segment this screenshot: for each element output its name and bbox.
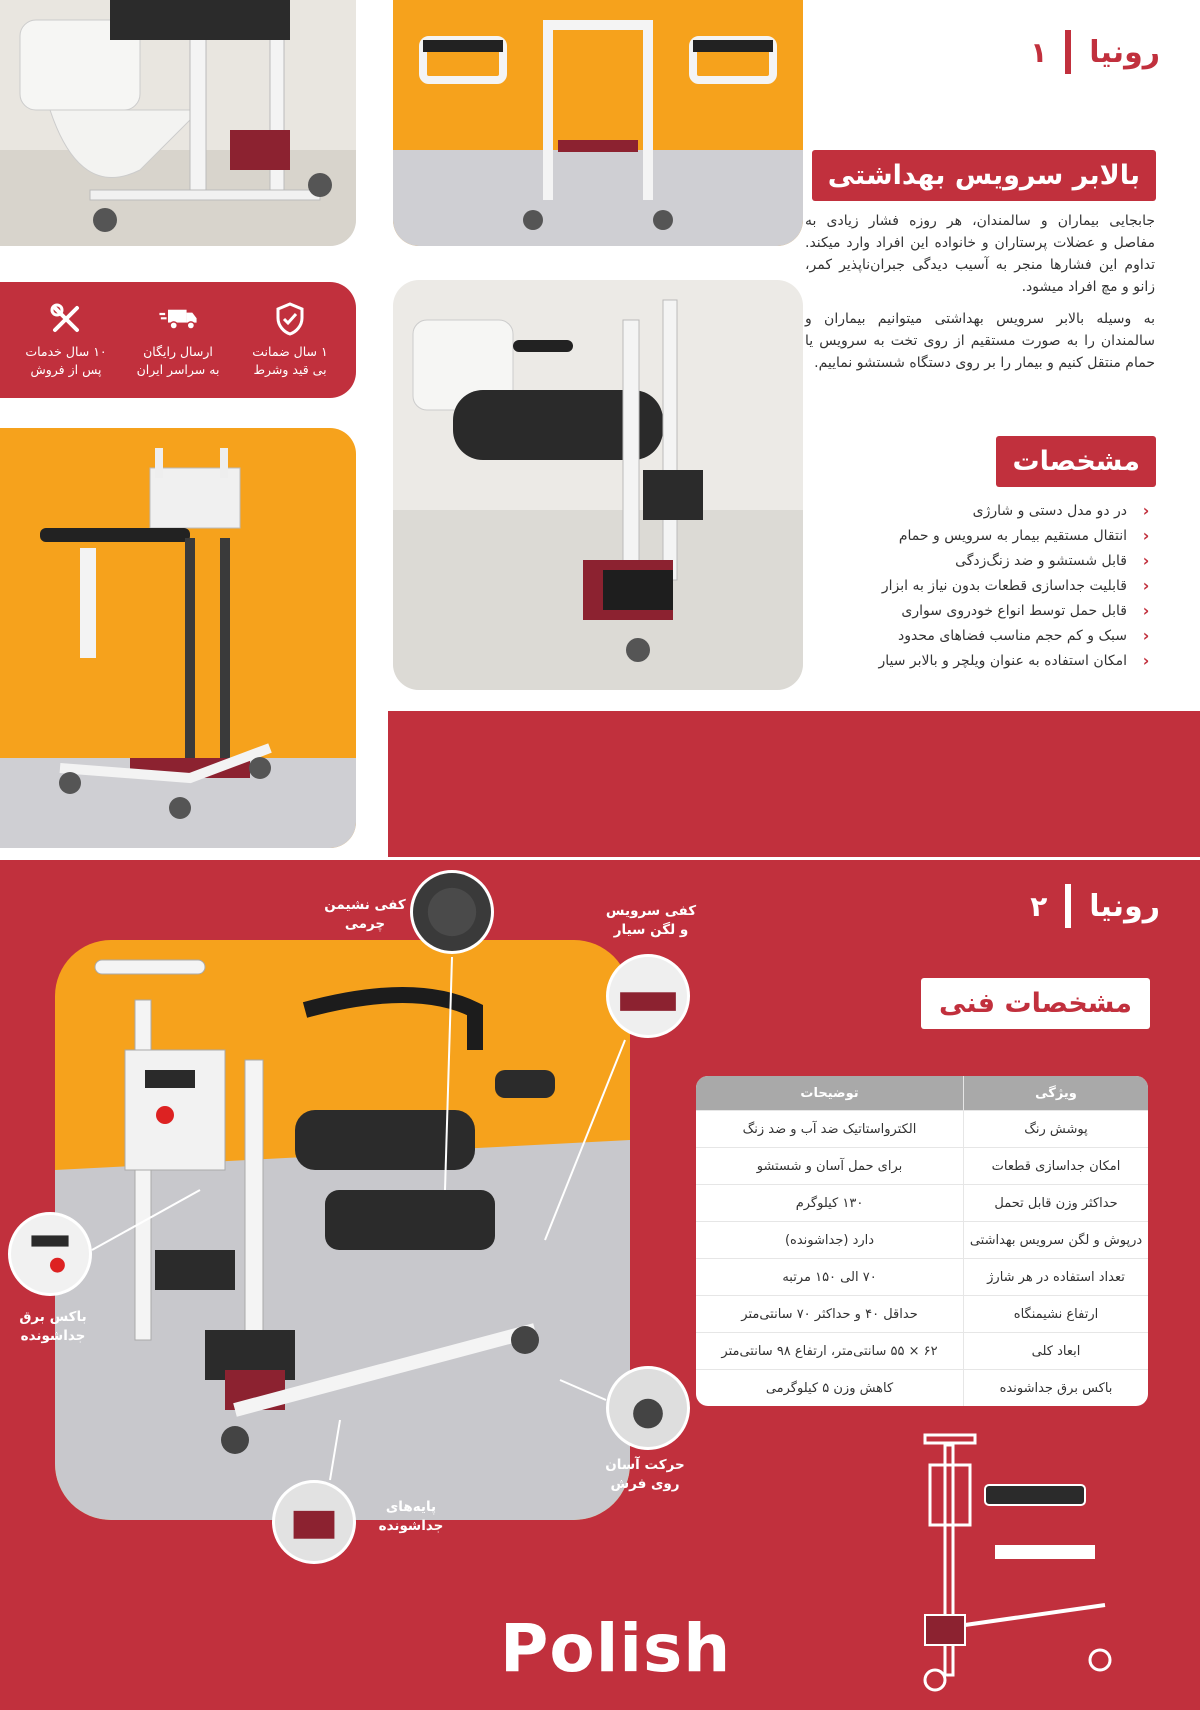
callout-footrest: پایه‌های جداشونده	[378, 1499, 444, 1534]
brand-name: رونیا	[1089, 34, 1160, 70]
polish-logo: Polish	[500, 1610, 732, 1687]
list-item: ‹ قابل حمل توسط انواع خودروی سواری	[825, 598, 1155, 623]
shield-check-icon	[270, 301, 310, 337]
zoom-power-box	[8, 1212, 92, 1296]
delivery-truck-icon	[158, 301, 198, 337]
features-title: مشخصات	[996, 436, 1156, 487]
page-number: ۱	[1030, 35, 1048, 69]
chevron-left-icon: ‹	[1142, 651, 1150, 670]
page-header	[1030, 30, 1160, 74]
benefit-free-shipping	[123, 301, 233, 379]
zoom-toilet-seat	[606, 954, 690, 1038]
benefit-after-sales	[11, 301, 121, 379]
main-product-illustration	[55, 940, 630, 1520]
column-header-feature: ویژگی	[963, 1076, 1148, 1110]
list-item: ‹ در دو مدل دستی و شارژی	[825, 498, 1155, 523]
benefit-line-2: بی قید وشرط	[253, 362, 327, 377]
list-item: ‹ امکان استفاده به عنوان ویلچر و بالابر سیار	[825, 648, 1155, 673]
benefit-line-1: ۱ سال ضمانت	[252, 344, 328, 359]
intro-paragraph-1: جابجایی بیماران و سالمندان، هر روزه فشار زیادی به مفاصل و عضلات پرستاران و خانواده این افراد وارد میکند. تداوم این فشارها منجر به آسیب دیدگی جبران‌ناپذیر کمر، زانو و مچ افراد میشود.	[805, 213, 1155, 295]
zoom-footrest	[272, 1480, 356, 1564]
photo-lift-frame-orange	[393, 0, 803, 246]
tools-icon	[46, 301, 86, 337]
benefit-line-2: پس از فروش	[30, 362, 102, 377]
photo-lift-side-orange	[0, 428, 356, 848]
chevron-left-icon: ‹	[1142, 601, 1150, 620]
brand-name: رونیا	[1089, 888, 1160, 924]
technical-specs-title: مشخصات فنی	[921, 978, 1150, 1029]
table-row: پوشش رنگ الکترواستاتیک ضد آب و ضد زنگ	[696, 1110, 1148, 1147]
table-row: باکس برق جداشونده کاهش وزن ۵ کیلوگرمی	[696, 1369, 1148, 1406]
lift-side-illustration	[0, 428, 356, 848]
photo-main-product	[55, 940, 630, 1520]
page-number: ۲	[1030, 889, 1048, 923]
page-header	[1030, 884, 1160, 928]
list-item: ‹ قابلیت جداسازی قطعات بدون نیاز به ابزار	[825, 573, 1155, 598]
callout-power-box: باکس برق جداشونده	[19, 1309, 87, 1344]
list-item: ‹ سبک و کم حجم مناسب فضاهای محدود	[825, 623, 1155, 648]
table-row: درپوش و لگن سرویس بهداشتی دارد (جداشونده)	[696, 1221, 1148, 1258]
benefit-warranty	[235, 301, 345, 379]
lift-frame-illustration	[393, 0, 803, 246]
chevron-left-icon: ‹	[1142, 501, 1150, 520]
table-row: تعداد استفاده در هر شارژ ۷۰ الی ۱۵۰ مرتبه	[696, 1258, 1148, 1295]
list-item: ‹ انتقال مستقیم بیمار به سرویس و حمام	[825, 523, 1155, 548]
lift-seat-illustration	[393, 280, 803, 690]
header-divider	[1065, 884, 1071, 928]
product-line-diagram	[905, 1425, 1135, 1700]
benefits-bar	[0, 282, 356, 398]
chevron-left-icon: ‹	[1142, 626, 1150, 645]
page-two	[0, 860, 1200, 1710]
callout-leather-seat: کفی نشیمن چرمی	[324, 897, 406, 932]
benefit-line-1: ارسال رایگان	[143, 344, 213, 359]
chevron-left-icon: ‹	[1142, 551, 1150, 570]
decorative-red-block	[388, 711, 1200, 857]
column-header-description: توضیحات	[800, 1085, 859, 1101]
callout-wheels: حرکت آسان روی فرش	[605, 1457, 685, 1492]
zoom-wheels	[606, 1366, 690, 1450]
table-row: ابعاد کلی ۶۲ × ۵۵ سانتی‌متر، ارتفاع ۹۸ سانتی‌متر	[696, 1332, 1148, 1369]
photo-toilet-lift	[0, 0, 356, 246]
chevron-left-icon: ‹	[1142, 576, 1150, 595]
table-row: ارتفاع نشیمنگاه حداقل ۴۰ و حداکثر ۷۰ سانتی‌متر	[696, 1295, 1148, 1332]
product-title: بالابر سرویس بهداشتی	[812, 150, 1156, 201]
benefit-line-2: به سراسر ایران	[136, 362, 220, 377]
photo-lift-seat-toilet	[393, 280, 803, 690]
table-header	[696, 1076, 1148, 1110]
specs-table	[696, 1076, 1148, 1406]
header-divider	[1065, 30, 1071, 74]
callout-toilet-seat: کفی سرویس و لگن سیار	[605, 903, 697, 938]
intro-paragraph-2: به وسیله بالابر سرویس بهداشتی میتوانیم بیماران و سالمندان را به صورت مستقیم از روی تخت به سرویس یا حمام منتقل کنیم و بیمار را بر روی دستگاه شستشو نماییم.	[805, 311, 1155, 371]
table-row: امکان جداسازی قطعات برای حمل آسان و شستشو	[696, 1147, 1148, 1184]
features-list	[825, 498, 1155, 673]
chevron-left-icon: ‹	[1142, 526, 1150, 545]
toilet-lift-illustration	[0, 0, 356, 246]
table-row: حداکثر وزن قابل تحمل ۱۳۰ کیلوگرم	[696, 1184, 1148, 1221]
list-item: ‹ قابل شستشو و ضد زنگ‌زدگی	[825, 548, 1155, 573]
zoom-leather-seat	[410, 870, 494, 954]
benefit-line-1: ۱۰ سال خدمات	[25, 344, 107, 359]
